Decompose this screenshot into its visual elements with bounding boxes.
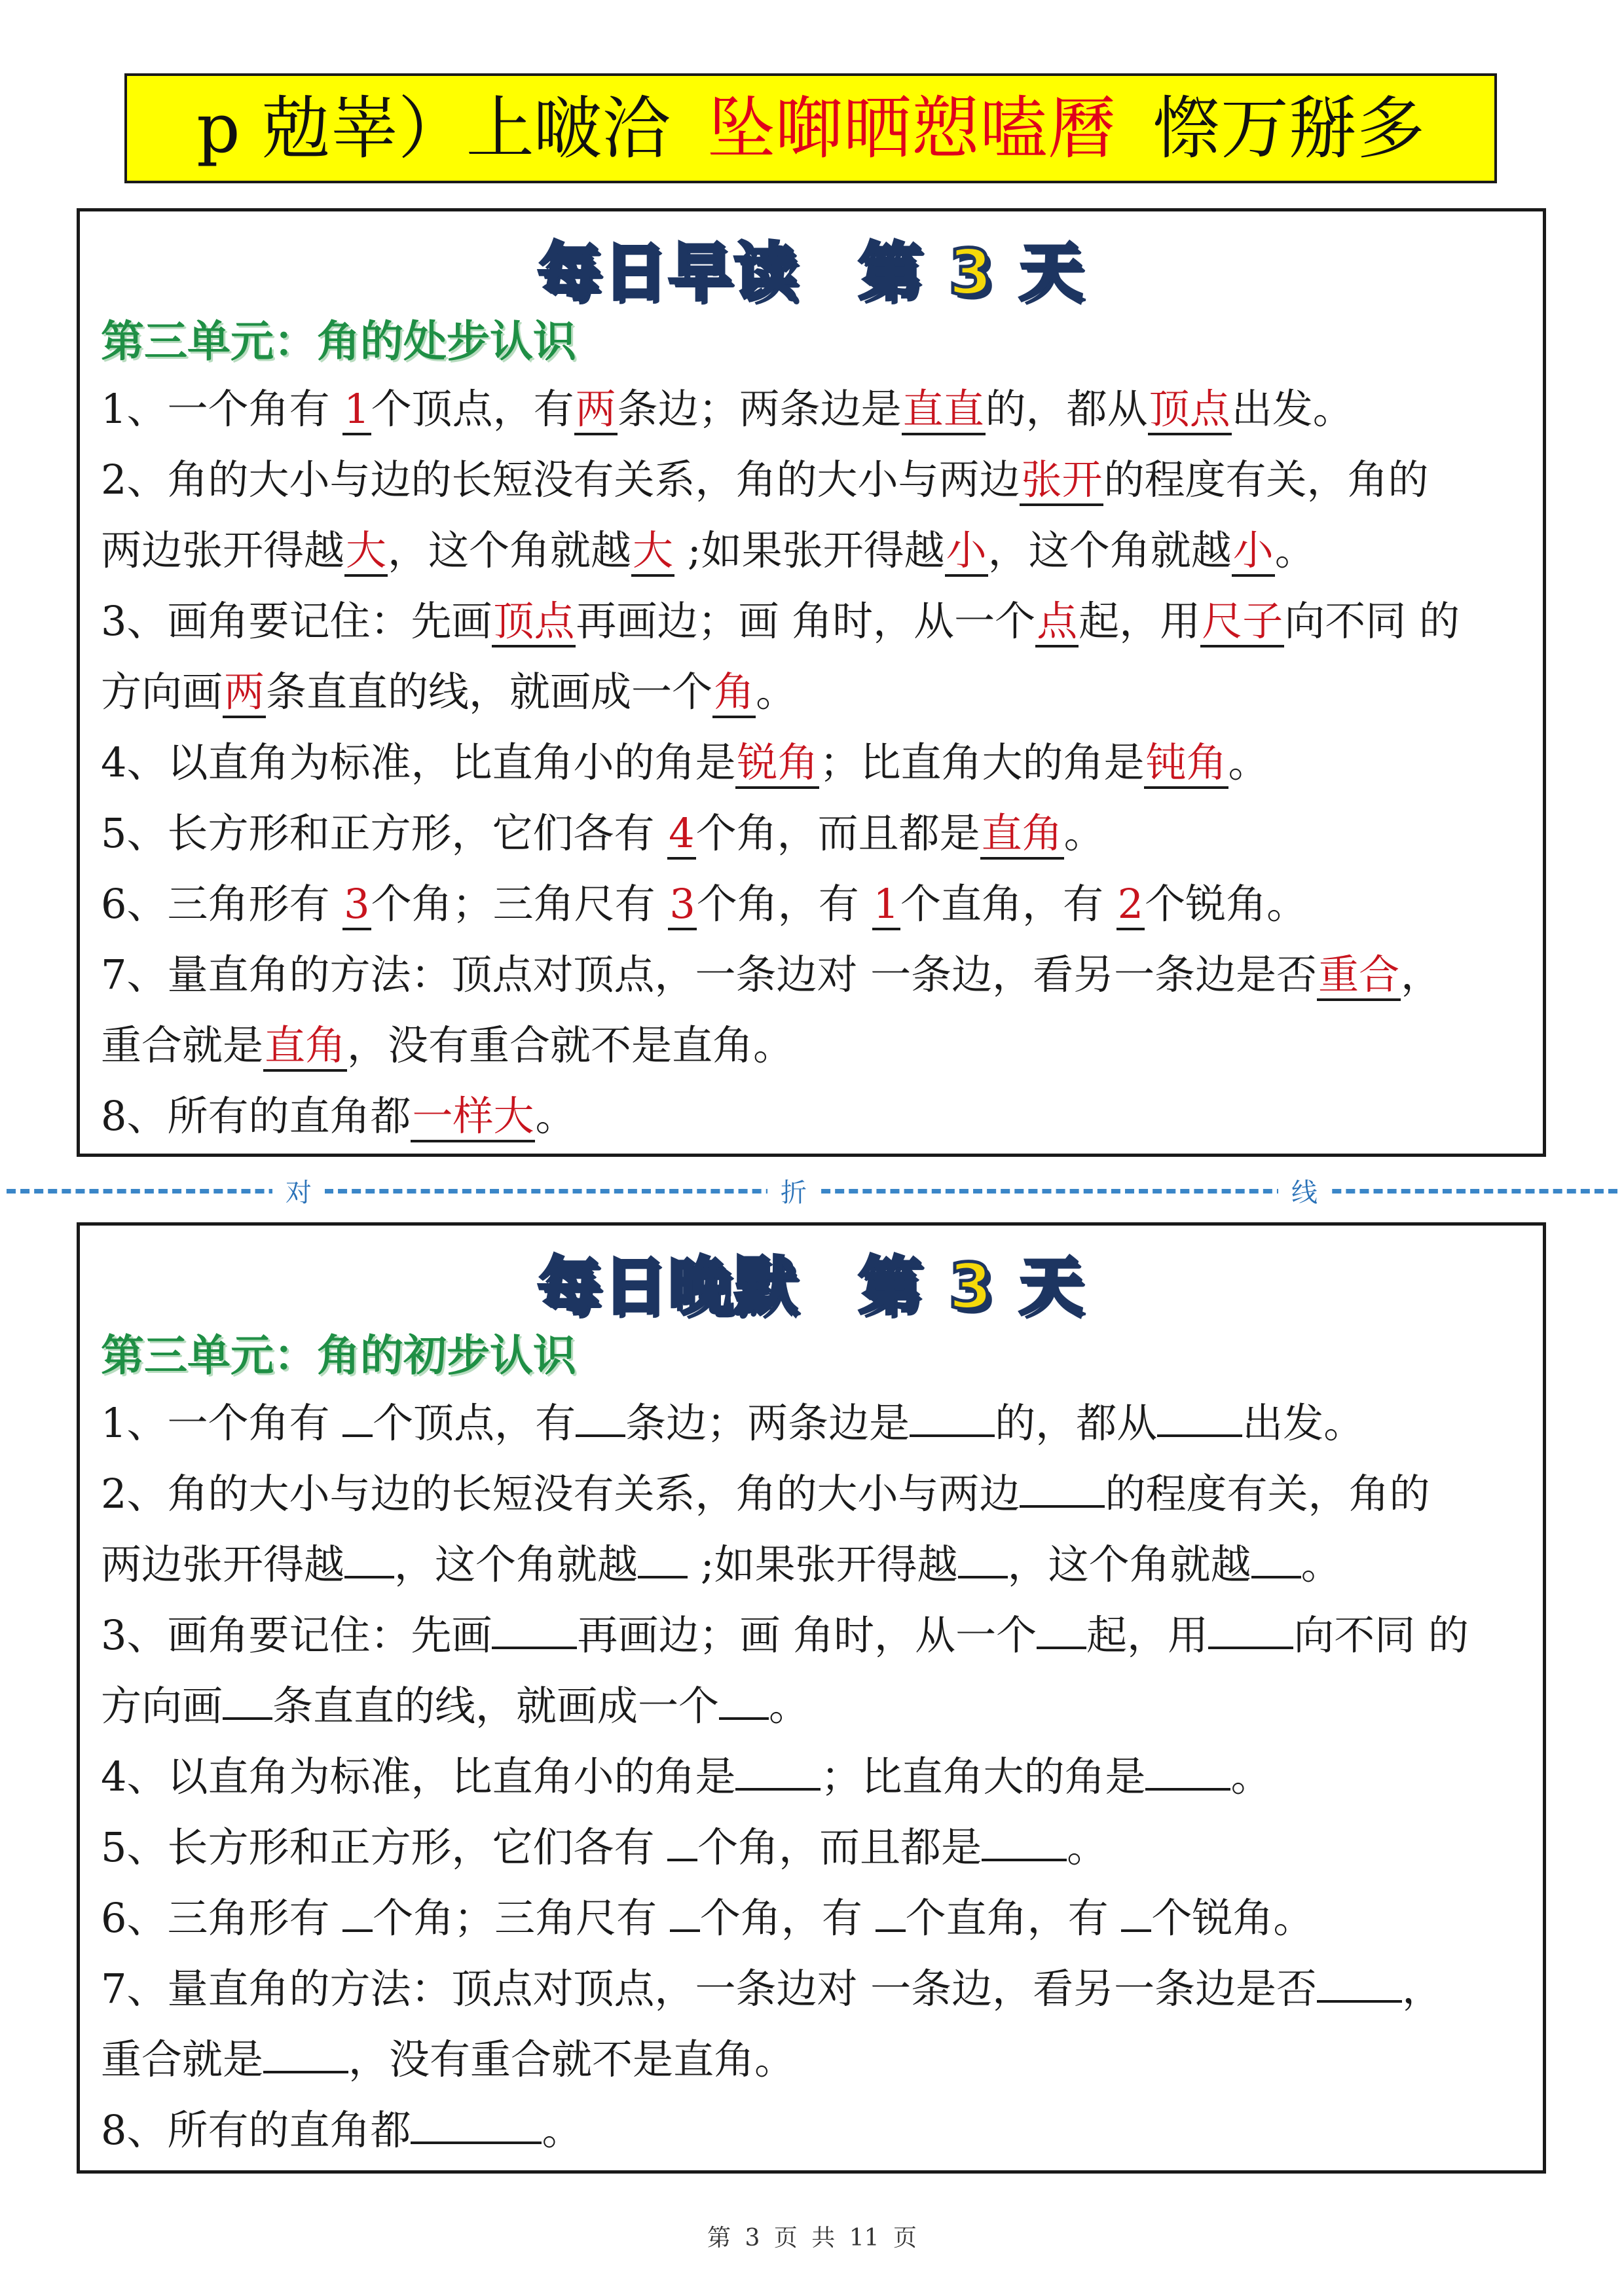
morning-line bbox=[101, 939, 1523, 1010]
evening-line bbox=[101, 1883, 1523, 1954]
morning-line bbox=[101, 374, 1523, 445]
line-text: 个角，而且都是 bbox=[695, 809, 980, 857]
line-text: 7、量直角的方法：顶点对顶点，一条边对 一条边，看另一条边是否 bbox=[101, 1965, 1318, 2013]
answer-text: 顶点 bbox=[492, 597, 576, 647]
answer-blank bbox=[735, 1751, 821, 1791]
line-text: 7、量直角的方法：顶点对顶点，一条边对 一条边，看另一条边是否 bbox=[101, 951, 1318, 998]
answer-blank bbox=[667, 1822, 697, 1861]
line-text: ， bbox=[1401, 951, 1442, 998]
answer-text: 两 bbox=[223, 668, 266, 718]
line-text: 个锐角。 bbox=[1145, 880, 1308, 928]
answer-text: 2 bbox=[1116, 880, 1145, 930]
line-text: 。 bbox=[1063, 809, 1105, 857]
line-text: 1、一个角有 bbox=[101, 385, 343, 433]
fold-label-2: 折 bbox=[767, 1173, 820, 1212]
morning-line bbox=[101, 869, 1523, 939]
line-text: 条直直的线，就画成一个 bbox=[266, 668, 713, 716]
morning-lines bbox=[101, 374, 1523, 1152]
answer-text: 一样大 bbox=[411, 1092, 535, 1142]
answer-text: 张开 bbox=[1020, 456, 1103, 506]
line-text: 3、画角要记住：先画 bbox=[101, 1611, 492, 1659]
answer-blank bbox=[1157, 1398, 1242, 1437]
morning-line bbox=[101, 798, 1523, 869]
line-text: 两边张开得越 bbox=[101, 1540, 345, 1588]
evening-recall-card bbox=[77, 1222, 1546, 2174]
line-text: 。 bbox=[1230, 1753, 1272, 1800]
line-text: ，这个角就越 bbox=[388, 526, 632, 574]
evening-lines bbox=[101, 1388, 1523, 2166]
answer-blank bbox=[1121, 1893, 1151, 1932]
fold-label-3: 线 bbox=[1278, 1173, 1331, 1212]
line-text: 起，用 bbox=[1086, 1611, 1209, 1659]
line-text: 再画边；画 角时，从一个 bbox=[576, 597, 1036, 645]
answer-text: 锐角 bbox=[735, 738, 819, 789]
line-text: 向不同 的 bbox=[1293, 1611, 1469, 1659]
answer-text: 1 bbox=[872, 880, 900, 930]
line-text: 个角，而且都是 bbox=[697, 1823, 982, 1871]
answer-blank bbox=[670, 1893, 700, 1932]
line-text: 个直角，有 bbox=[905, 1894, 1122, 1942]
line-text: 。 bbox=[1067, 1823, 1108, 1871]
line-text: 向不同 的 bbox=[1284, 597, 1460, 645]
answer-text: 直直 bbox=[902, 385, 986, 435]
line-text: ;如果张开得越 bbox=[674, 526, 945, 574]
answer-blank bbox=[910, 1398, 995, 1437]
line-text: 4、以直角为标准，比直角小的角是 bbox=[101, 738, 736, 786]
line-text: 个顶点，有 bbox=[371, 385, 574, 433]
evening-line bbox=[101, 1600, 1523, 1671]
answer-text: 角 bbox=[712, 668, 756, 718]
answer-blank bbox=[492, 1610, 577, 1649]
evening-title-main: 每日晚默 bbox=[538, 1249, 800, 1323]
answer-text: 直角 bbox=[980, 809, 1064, 860]
answer-text: 尺子 bbox=[1200, 597, 1284, 647]
answer-text: 直角 bbox=[263, 1021, 347, 1072]
line-text: ，没有重合就不是直角。 bbox=[348, 2035, 796, 2083]
line-text: 出发。 bbox=[1231, 385, 1354, 433]
line-text: 条直直的线，就画成一个 bbox=[272, 1682, 720, 1730]
line-text: 8、所有的直角都 bbox=[101, 2106, 411, 2154]
line-text: 。 bbox=[542, 2106, 583, 2154]
answer-blank bbox=[958, 1539, 1008, 1578]
line-text: 2、角的大小与边的长短没有关系，角的大小与两边 bbox=[101, 456, 1020, 503]
banner-text-part3: 憏万掰多 bbox=[1152, 88, 1425, 168]
morning-unit-heading: 第三单元：角的处步认识 bbox=[101, 316, 576, 367]
answer-blank bbox=[344, 1539, 394, 1578]
answer-text: 点 bbox=[1035, 597, 1079, 647]
morning-line bbox=[101, 727, 1523, 798]
morning-title-main: 每日早读 bbox=[538, 235, 800, 309]
answer-blank bbox=[1208, 1610, 1293, 1649]
line-text: 个角；三角尺有 bbox=[371, 880, 669, 928]
line-text: 6、三角形有 bbox=[101, 1894, 343, 1942]
line-text: 重合就是 bbox=[101, 2035, 264, 2083]
evening-line bbox=[101, 1671, 1523, 1741]
answer-text: 钝角 bbox=[1144, 738, 1228, 789]
morning-line bbox=[101, 1081, 1523, 1152]
line-text: ，这个角就越 bbox=[394, 1540, 638, 1588]
answer-text: 大 bbox=[631, 526, 674, 577]
line-text: ，这个角就越 bbox=[987, 526, 1232, 574]
line-text: 3、画角要记住：先画 bbox=[101, 597, 492, 645]
evening-line bbox=[101, 1954, 1523, 2024]
line-text: 的程度有关，角的 bbox=[1105, 1470, 1430, 1518]
line-text: 起，用 bbox=[1079, 597, 1201, 645]
answer-blank bbox=[982, 1822, 1067, 1861]
answer-text: 3 bbox=[342, 880, 371, 930]
answer-blank bbox=[1317, 1963, 1402, 2003]
morning-line bbox=[101, 445, 1523, 515]
fold-line bbox=[0, 1173, 1624, 1212]
line-text: 。 bbox=[1228, 738, 1269, 786]
morning-line bbox=[101, 515, 1523, 586]
answer-blank bbox=[342, 1398, 373, 1437]
evening-card-title bbox=[80, 1239, 1543, 1324]
line-text: ，没有重合就不是直角。 bbox=[347, 1021, 794, 1069]
banner-text-part1: p 勊峷）上啵洽 bbox=[196, 88, 671, 168]
line-text: 个顶点，有 bbox=[373, 1399, 576, 1447]
line-text: 。 bbox=[535, 1092, 576, 1140]
header-banner bbox=[124, 73, 1497, 183]
line-text: 两边张开得越 bbox=[101, 526, 345, 574]
morning-reading-card bbox=[77, 208, 1546, 1157]
line-text: 个角，有 bbox=[699, 1894, 876, 1942]
line-text: 6、三角形有 bbox=[101, 880, 343, 928]
morning-line bbox=[101, 1010, 1523, 1081]
line-text: 1、一个角有 bbox=[101, 1399, 343, 1447]
answer-text: 1 bbox=[342, 385, 371, 435]
evening-line bbox=[101, 2095, 1523, 2166]
line-text: 。 bbox=[756, 668, 797, 716]
answer-blank bbox=[1145, 1751, 1230, 1791]
answer-blank bbox=[1020, 1468, 1105, 1508]
line-text: 5、长方形和正方形，它们各有 bbox=[101, 809, 668, 857]
answer-blank bbox=[576, 1398, 625, 1437]
answer-text: 小 bbox=[945, 526, 988, 577]
line-text: ；比直角大的角是 bbox=[819, 738, 1145, 786]
answer-blank bbox=[411, 2105, 542, 2144]
answer-blank bbox=[1251, 1539, 1301, 1578]
line-text: 个角；三角尺有 bbox=[373, 1894, 670, 1942]
evening-title-day: 第 3 天 bbox=[858, 1249, 1085, 1323]
answer-text: 大 bbox=[344, 526, 388, 577]
line-text: 条边；两条边是 bbox=[625, 1399, 910, 1447]
answer-blank bbox=[1037, 1610, 1086, 1649]
answer-text: 重合 bbox=[1317, 951, 1401, 1001]
line-text: 5、长方形和正方形，它们各有 bbox=[101, 1823, 668, 1871]
evening-line bbox=[101, 1388, 1523, 1459]
answer-text: 小 bbox=[1232, 526, 1275, 577]
line-text: 个角，有 bbox=[696, 880, 872, 928]
line-text: 方向画 bbox=[101, 668, 223, 716]
line-text: 再画边；画 角时，从一个 bbox=[577, 1611, 1037, 1659]
line-text: 的程度有关，角的 bbox=[1103, 456, 1429, 503]
line-text: ，这个角就越 bbox=[1007, 1540, 1251, 1588]
line-text: 重合就是 bbox=[101, 1021, 264, 1069]
answer-text: 顶点 bbox=[1148, 385, 1232, 435]
line-text: 4、以直角为标准，比直角小的角是 bbox=[101, 1753, 736, 1800]
evening-line bbox=[101, 2024, 1523, 2095]
line-text: ；比直角大的角是 bbox=[821, 1753, 1146, 1800]
evening-line bbox=[101, 1812, 1523, 1883]
line-text: 个锐角。 bbox=[1151, 1894, 1314, 1942]
line-text: 的，都从 bbox=[995, 1399, 1158, 1447]
line-text: ， bbox=[1402, 1965, 1443, 2013]
answer-blank bbox=[876, 1893, 906, 1932]
page-footer: 第 3 页 共 11 页 bbox=[707, 2225, 917, 2251]
banner-text-part2: 坠啣晒愬嗑曆 bbox=[707, 88, 1116, 168]
line-text: 个直角，有 bbox=[900, 880, 1116, 928]
line-text: 。 bbox=[769, 1682, 810, 1730]
morning-line bbox=[101, 657, 1523, 727]
answer-blank bbox=[719, 1681, 769, 1720]
evening-unit-heading: 第三单元：角的初步认识 bbox=[101, 1330, 576, 1381]
line-text: 出发。 bbox=[1242, 1399, 1365, 1447]
answer-text: 3 bbox=[668, 880, 696, 930]
answer-text: 4 bbox=[667, 809, 695, 860]
evening-line bbox=[101, 1459, 1523, 1529]
line-text: 。 bbox=[1274, 526, 1316, 574]
line-text: 方向画 bbox=[101, 1682, 223, 1730]
line-text: ;如果张开得越 bbox=[688, 1540, 958, 1588]
answer-blank bbox=[263, 2034, 348, 2073]
morning-title-day: 第 3 天 bbox=[858, 235, 1085, 309]
line-text: 。 bbox=[1301, 1540, 1342, 1588]
answer-blank bbox=[638, 1539, 688, 1578]
evening-line bbox=[101, 1529, 1523, 1600]
answer-text: 两 bbox=[574, 385, 618, 435]
answer-blank bbox=[223, 1681, 272, 1720]
line-text: 2、角的大小与边的长短没有关系，角的大小与两边 bbox=[101, 1470, 1020, 1518]
line-text: 8、所有的直角都 bbox=[101, 1092, 411, 1140]
fold-label-1: 对 bbox=[272, 1173, 325, 1212]
morning-card-title bbox=[80, 225, 1543, 310]
evening-line bbox=[101, 1741, 1523, 1812]
answer-blank bbox=[342, 1893, 373, 1932]
line-text: 条边；两条边是 bbox=[617, 385, 902, 433]
line-text: 的，都从 bbox=[985, 385, 1148, 433]
morning-line bbox=[101, 586, 1523, 657]
